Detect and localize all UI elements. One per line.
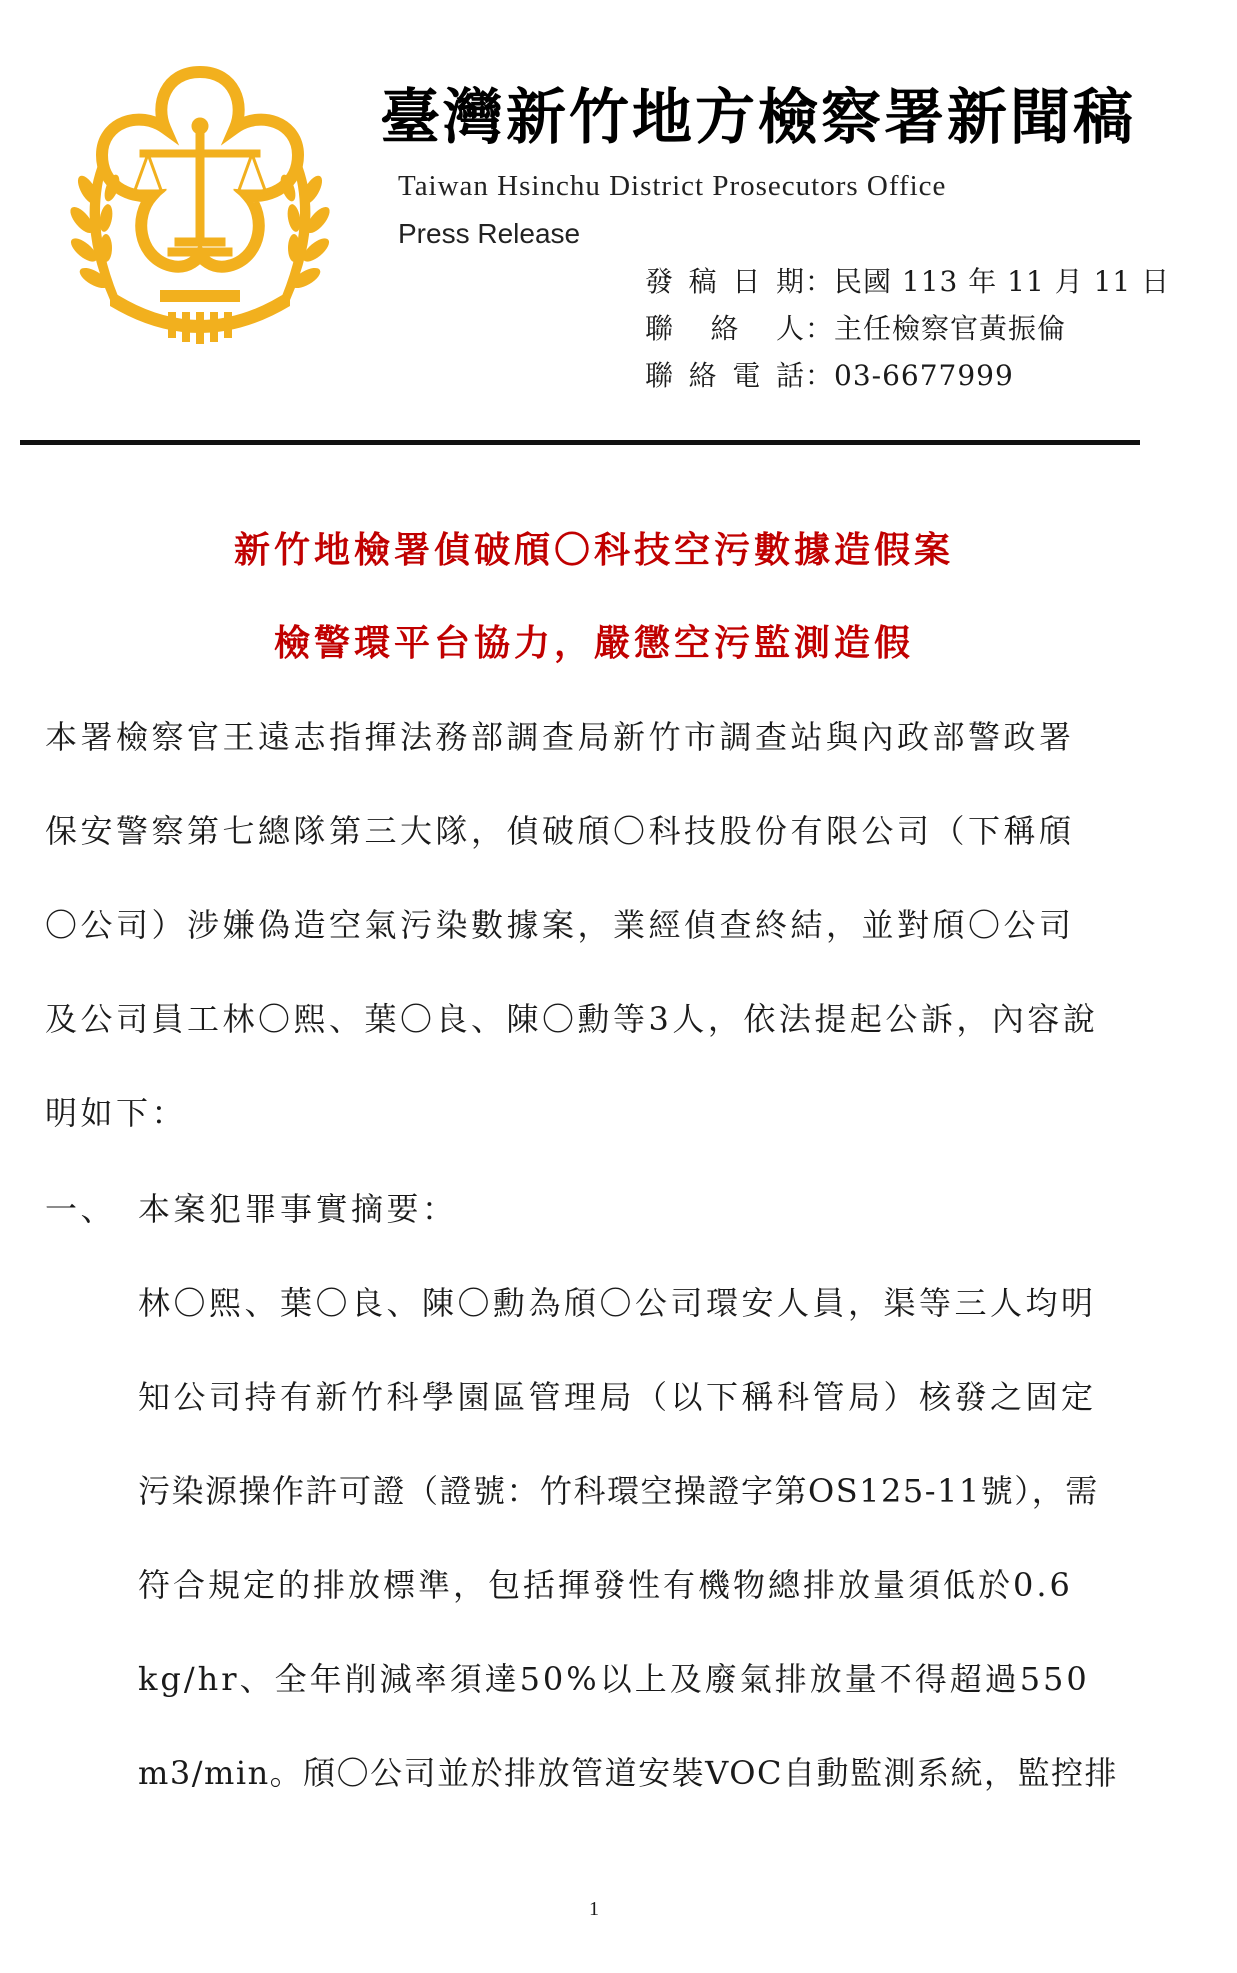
meta-release-date: 發稿日期：民國 113 年 11 月 11 日 — [645, 258, 1170, 305]
release-meta — [645, 258, 1170, 399]
section-line: m3/min。頎〇公司並於排放管道安裝VOC自動監測系統，監控排 — [138, 1754, 1118, 1792]
meta-phone: 聯絡電話：03-6677999 — [645, 352, 1170, 399]
intro-line: 本署檢察官王遠志指揮法務部調查局新竹市調查站與內政部警政署 — [45, 718, 1075, 756]
section-line: 林〇熙、葉〇良、陳〇勳為頎〇公司環安人員，渠等三人均明 — [138, 1284, 1097, 1322]
meta-contact: 聯絡人：主任檢察官黃振倫 — [645, 305, 1170, 352]
meta-label: 發稿日期 — [645, 265, 805, 298]
org-name-zh: 臺灣新竹地方檢察署新聞稿 — [380, 83, 1136, 153]
prosecutors-office-logo — [40, 50, 360, 350]
intro-line: 及公司員工林〇熙、葉〇良、陳〇勳等3人，依法提起公訴，內容說 — [45, 1000, 1099, 1038]
section-heading: 本案犯罪事實摘要： — [138, 1190, 458, 1228]
intro-line: 明如下： — [45, 1094, 188, 1132]
org-name-en: Taiwan Hsinchu District Prosecutors Office — [398, 170, 947, 202]
section-line: 知公司持有新竹科學園區管理局（以下稱科管局）核發之固定 — [138, 1378, 1097, 1416]
meta-value: 民國 113 年 11 月 11 日 — [834, 265, 1171, 298]
header-divider — [20, 440, 1140, 445]
meta-label: 聯絡電話 — [645, 359, 805, 392]
section-line: kg/hr、全年削減率須達50%以上及廢氣排放量不得超過550 — [138, 1660, 1090, 1698]
headline-primary: 新竹地檢署偵破頎〇科技空污數據造假案 — [233, 529, 954, 571]
meta-value: 03-6677999 — [834, 359, 1014, 392]
intro-line: 〇公司）涉嫌偽造空氣污染數據案，業經偵查終結，並對頎〇公司 — [45, 906, 1075, 944]
section-line: 污染源操作許可證（證號：竹科環空操證字第OS125-11號），需 — [138, 1472, 1099, 1510]
doc-type: Press Release — [398, 218, 581, 249]
section-number: 一、 — [45, 1190, 117, 1228]
meta-value: 主任檢察官黃振倫 — [834, 312, 1067, 345]
headline-secondary: 檢警環平台協力，嚴懲空污監測造假 — [273, 622, 914, 664]
intro-line: 保安警察第七總隊第三大隊，偵破頎〇科技股份有限公司（下稱頎 — [45, 812, 1075, 850]
meta-label: 聯絡人 — [645, 312, 805, 345]
page-number: 1 — [589, 1898, 599, 1920]
section-line: 符合規定的排放標準，包括揮發性有機物總排放量須低於0.6 — [138, 1566, 1073, 1604]
